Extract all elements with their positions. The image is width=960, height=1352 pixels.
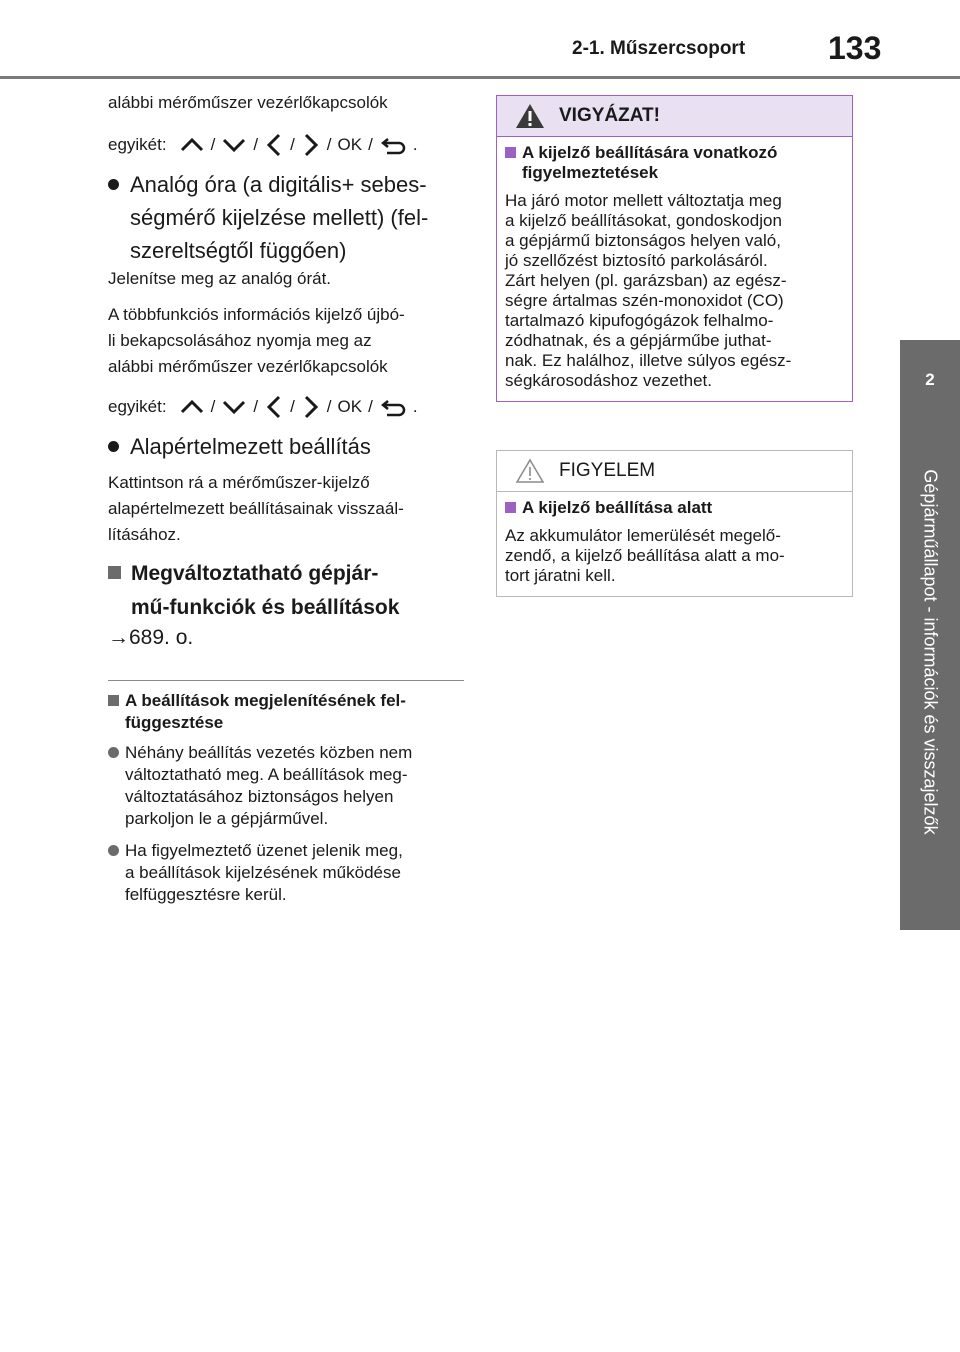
chevron-left-icon: [264, 394, 284, 420]
back-arrow-icon: [379, 397, 407, 417]
bullet-dot: [108, 441, 119, 452]
square-bullet: [108, 695, 119, 706]
square-bullet: [108, 566, 121, 579]
chevron-right-icon: [301, 394, 321, 420]
page-reference: [108, 626, 193, 650]
chevron-down-icon: [221, 397, 247, 417]
text: a kijelző beállításokat, gondoskodjon: [505, 211, 782, 230]
text: lításához.: [108, 525, 181, 544]
chapter-number: 2: [925, 370, 935, 389]
round-bullet: [108, 845, 119, 856]
notice-body: [505, 526, 844, 586]
back-arrow-icon: [379, 135, 407, 155]
warning-body: [505, 191, 844, 391]
text: A kijelző beállítására vonatkozó: [522, 143, 778, 162]
separator: /: [326, 397, 332, 416]
separator: /: [326, 135, 332, 154]
notice-header: [497, 451, 852, 492]
text: tort járatni kell.: [505, 566, 616, 585]
text: nak. Ez halálhoz, illetve súlyos egész-: [505, 351, 792, 370]
separator: /: [368, 397, 373, 416]
text: li bekapcsolásához nyomja meg az: [108, 331, 372, 350]
text: Ha járó motor mellett változtatja meg: [505, 191, 782, 210]
notice-box: [496, 450, 853, 597]
text: szereltségtől függően): [130, 238, 347, 263]
divider: [108, 680, 464, 681]
chevron-up-icon: [179, 397, 205, 417]
text: Megváltoztatható gépjár-: [131, 562, 379, 585]
square-bullet: [505, 502, 516, 513]
separator: /: [253, 397, 259, 416]
text: ségre ártalmas szén-monoxidot (CO): [505, 291, 784, 310]
note-title: [108, 690, 406, 734]
bullet-heading: [108, 430, 371, 463]
text: tartalmazó kipufogógázok felhalmo-: [505, 311, 774, 330]
chevron-down-icon: [221, 135, 247, 155]
text: Zárt helyen (pl. garázsban) az egész-: [505, 271, 787, 290]
text: alapértelmezett beállításainak visszaál-: [108, 499, 404, 518]
text: Ha figyelmeztető üzenet jelenik meg,: [125, 841, 403, 860]
warning-title: VIGYÁZAT!: [559, 105, 660, 126]
notice-subtitle: [505, 498, 844, 518]
text: mű-funkciók és beállítások: [131, 596, 400, 619]
text: figyelmeztetések: [522, 163, 659, 182]
note-item: [108, 742, 412, 830]
text: parkoljon le a gépjárművel.: [125, 809, 329, 828]
text: Néhány beállítás vezetés közben nem: [125, 743, 413, 762]
separator: /: [253, 135, 259, 154]
text: változtatásához biztonságos helyen: [125, 787, 394, 806]
text: Alapértelmezett beállítás: [130, 434, 371, 459]
text: A beállítások megjelenítésének fel-: [125, 691, 406, 710]
text: felfüggesztésre kerül.: [125, 885, 287, 904]
header-rule: [0, 76, 960, 79]
text: egyikét:: [108, 135, 167, 154]
separator: /: [368, 135, 373, 154]
switch-line-2: [108, 394, 418, 420]
text: A többfunkciós információs kijelző újbó-: [108, 305, 405, 324]
separator: /: [290, 397, 295, 416]
chapter-title: Gépjárműállapot - információk és visszajelzők: [920, 469, 941, 835]
text: zendő, a kijelző beállítása alatt a mo-: [505, 546, 785, 565]
note-item: [108, 840, 403, 906]
text: ségmérő kijelzése mellett) (fel-: [130, 205, 429, 230]
arrow: →: [108, 626, 129, 649]
text: 689. o.: [129, 626, 194, 649]
paragraph: [108, 302, 405, 380]
text: jó szellőzést biztosító parkolásáról.: [505, 251, 768, 270]
period: .: [412, 397, 418, 416]
section-title: 2-1. Műszercsoport: [572, 38, 746, 59]
paragraph: alábbi mérőműszer vezérlőkapcsolók: [108, 93, 388, 112]
text: egyikét:: [108, 397, 167, 416]
section-heading: [108, 557, 399, 625]
period: .: [412, 135, 418, 154]
text: a beállítások kijelzésének működése: [125, 863, 401, 882]
separator: /: [210, 135, 216, 154]
warning-subtitle: [505, 143, 844, 183]
text: ségkárosodáshoz vezethet.: [505, 371, 712, 390]
text: A kijelző beállítása alatt: [522, 498, 713, 517]
ok-label: OK: [337, 135, 363, 154]
text: függesztése: [125, 713, 224, 732]
paragraph: Jelenítse meg az analóg órát.: [108, 269, 332, 288]
bullet-dot: [108, 179, 119, 190]
chevron-right-icon: [301, 132, 321, 158]
chevron-up-icon: [179, 135, 205, 155]
page-number: 133: [828, 30, 882, 66]
text: a gépjármű biztonságos helyen való,: [505, 231, 781, 250]
caution-triangle-icon: [515, 458, 545, 484]
ok-label: OK: [337, 397, 363, 416]
warning-triangle-icon: [515, 103, 545, 129]
text: változtatható meg. A beállítások meg-: [125, 765, 408, 784]
separator: /: [290, 135, 295, 154]
warning-box: [496, 95, 853, 402]
text: alábbi mérőműszer vezérlőkapcsolók: [108, 357, 388, 376]
text: zódhatnak, és a gépjárműbe juthat-: [505, 331, 772, 350]
chevron-left-icon: [264, 132, 284, 158]
notice-title: FIGYELEM: [559, 460, 656, 481]
bullet-heading: [108, 168, 428, 267]
round-bullet: [108, 747, 119, 758]
separator: /: [210, 397, 216, 416]
switch-line-1: [108, 132, 418, 158]
text: Analóg óra (a digitális+ sebes-: [130, 172, 427, 197]
square-bullet: [505, 147, 516, 158]
text: Az akkumulátor lemerülését megelő-: [505, 526, 781, 545]
paragraph: [108, 470, 404, 548]
text: Kattintson rá a mérőműszer-kijelző: [108, 473, 370, 492]
warning-header: [497, 96, 852, 137]
